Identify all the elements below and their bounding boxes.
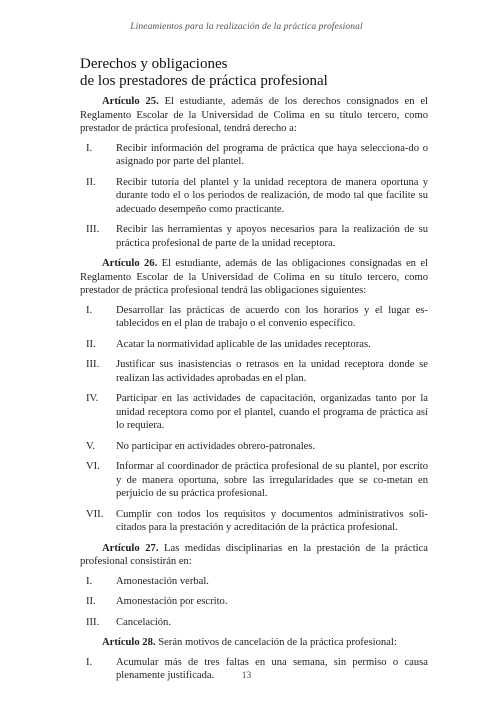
item-text: Recibir las herramientas y apoyos necesarios para la realización de su práctica profesional de parte de la unidad receptora. xyxy=(116,224,428,249)
item-number: I. xyxy=(86,142,93,154)
article-27 xyxy=(80,542,428,569)
article-text: El estudiante, además de las obligaciones consignadas en el Reglamento Escolar de la Universidad de Colima en su título tercero, como prestador de práctica profesional tendrá las obligaciones siguientes: xyxy=(80,258,428,296)
item-text: Desarrollar las prácticas de acuerdo con los horarios y el lugar es-tablecidos en el plan de trabajo o el convenio específico. xyxy=(116,304,428,329)
list-item xyxy=(80,223,428,250)
section-title-line-2: de los prestadores de práctica profesional xyxy=(80,72,328,89)
item-number: IV. xyxy=(86,393,99,404)
article-28 xyxy=(80,636,428,650)
list-item xyxy=(80,440,428,454)
item-text: Amonestación por escrito. xyxy=(116,596,228,607)
list-item xyxy=(80,616,428,630)
list-item xyxy=(80,460,428,501)
list-item xyxy=(80,142,428,169)
item-number: VI. xyxy=(86,461,100,472)
item-number: I. xyxy=(86,656,93,668)
article-label: Artículo 25. xyxy=(102,96,159,107)
item-text: Acumular más de tres faltas en una semana, sin permiso o causa plenamente justificada. xyxy=(116,656,428,681)
page-content xyxy=(80,56,428,690)
article-25-list xyxy=(80,142,428,251)
list-item xyxy=(80,595,428,609)
article-26-list xyxy=(80,304,428,535)
item-number: V. xyxy=(86,440,95,452)
item-text: Recibir información del programa de práctica que haya selecciona-do o asignado por parte del plantel. xyxy=(116,142,428,167)
list-item xyxy=(80,575,428,589)
list-item xyxy=(80,392,428,433)
list-item xyxy=(80,358,428,385)
article-text: Las medidas disciplinarias en la prestación de la práctica profesional consistirán en: xyxy=(80,542,428,567)
article-label: Artículo 28. xyxy=(102,637,156,648)
item-text: Recibir tutoría del plantel y la unidad receptora de manera oportuna y durante todo el o los periodos de realización, de modo tal que facilite su adecuado desempeño como practicante. xyxy=(116,176,428,215)
page-number: 13 xyxy=(241,671,252,681)
item-text: Acatar la normatividad aplicable de las unidades receptoras. xyxy=(116,338,371,350)
list-item xyxy=(80,176,428,217)
list-item xyxy=(80,338,428,352)
section-title xyxy=(80,56,428,89)
item-text: Cumplir con todos los requisitos y documentos administrativos soli-citados para la prestación y acreditación de la práctica profesional. xyxy=(116,508,428,533)
list-item xyxy=(80,304,428,331)
article-text: Serán motivos de cancelación de la práctica profesional: xyxy=(155,637,397,648)
item-text: Justificar sus inasistencias o retrasos en la unidad receptora donde se realizan las actividades aprobadas en el plan. xyxy=(116,359,428,384)
article-26 xyxy=(80,257,428,298)
running-header: Lineamientos para la realización de la práctica profesional xyxy=(130,22,363,32)
article-label: Artículo 27. xyxy=(102,542,159,554)
article-text: El estudiante, además de los derechos consignados en el Reglamento Escolar de la Universidad de Colima en su título tercero, como prestador de práctica profesional, tendrá derecho a: xyxy=(80,96,428,134)
article-25 xyxy=(80,95,428,136)
item-number: III. xyxy=(86,616,100,628)
item-number: II. xyxy=(86,338,96,350)
article-label: Artículo 26. xyxy=(102,258,158,269)
item-number: I. xyxy=(86,304,93,316)
item-number: I. xyxy=(86,575,93,587)
item-text: Participar en las actividades de capacitación, organizadas tanto por la unidad receptora como por el plantel, cuando el programa de práctica así lo requiera. xyxy=(116,393,428,431)
item-text: No participar en actividades obrero-patronales. xyxy=(116,440,316,452)
item-number: II. xyxy=(86,596,96,607)
item-number: II. xyxy=(86,176,96,188)
article-27-list xyxy=(80,575,428,630)
item-text: Amonestación verbal. xyxy=(116,575,209,587)
section-title-line-1: Derechos y obligaciones xyxy=(80,56,228,72)
item-number: VII. xyxy=(86,508,104,520)
list-item xyxy=(80,508,428,535)
item-number: III. xyxy=(86,359,100,370)
item-text: Informar al coordinador de práctica profesional de su plantel, por escrito y de manera oportuna, sobre las irregularidades que se co-metan en perjuicio de su práctica profesional. xyxy=(116,461,428,499)
item-number: III. xyxy=(86,224,100,235)
item-text: Cancelación. xyxy=(116,616,172,628)
